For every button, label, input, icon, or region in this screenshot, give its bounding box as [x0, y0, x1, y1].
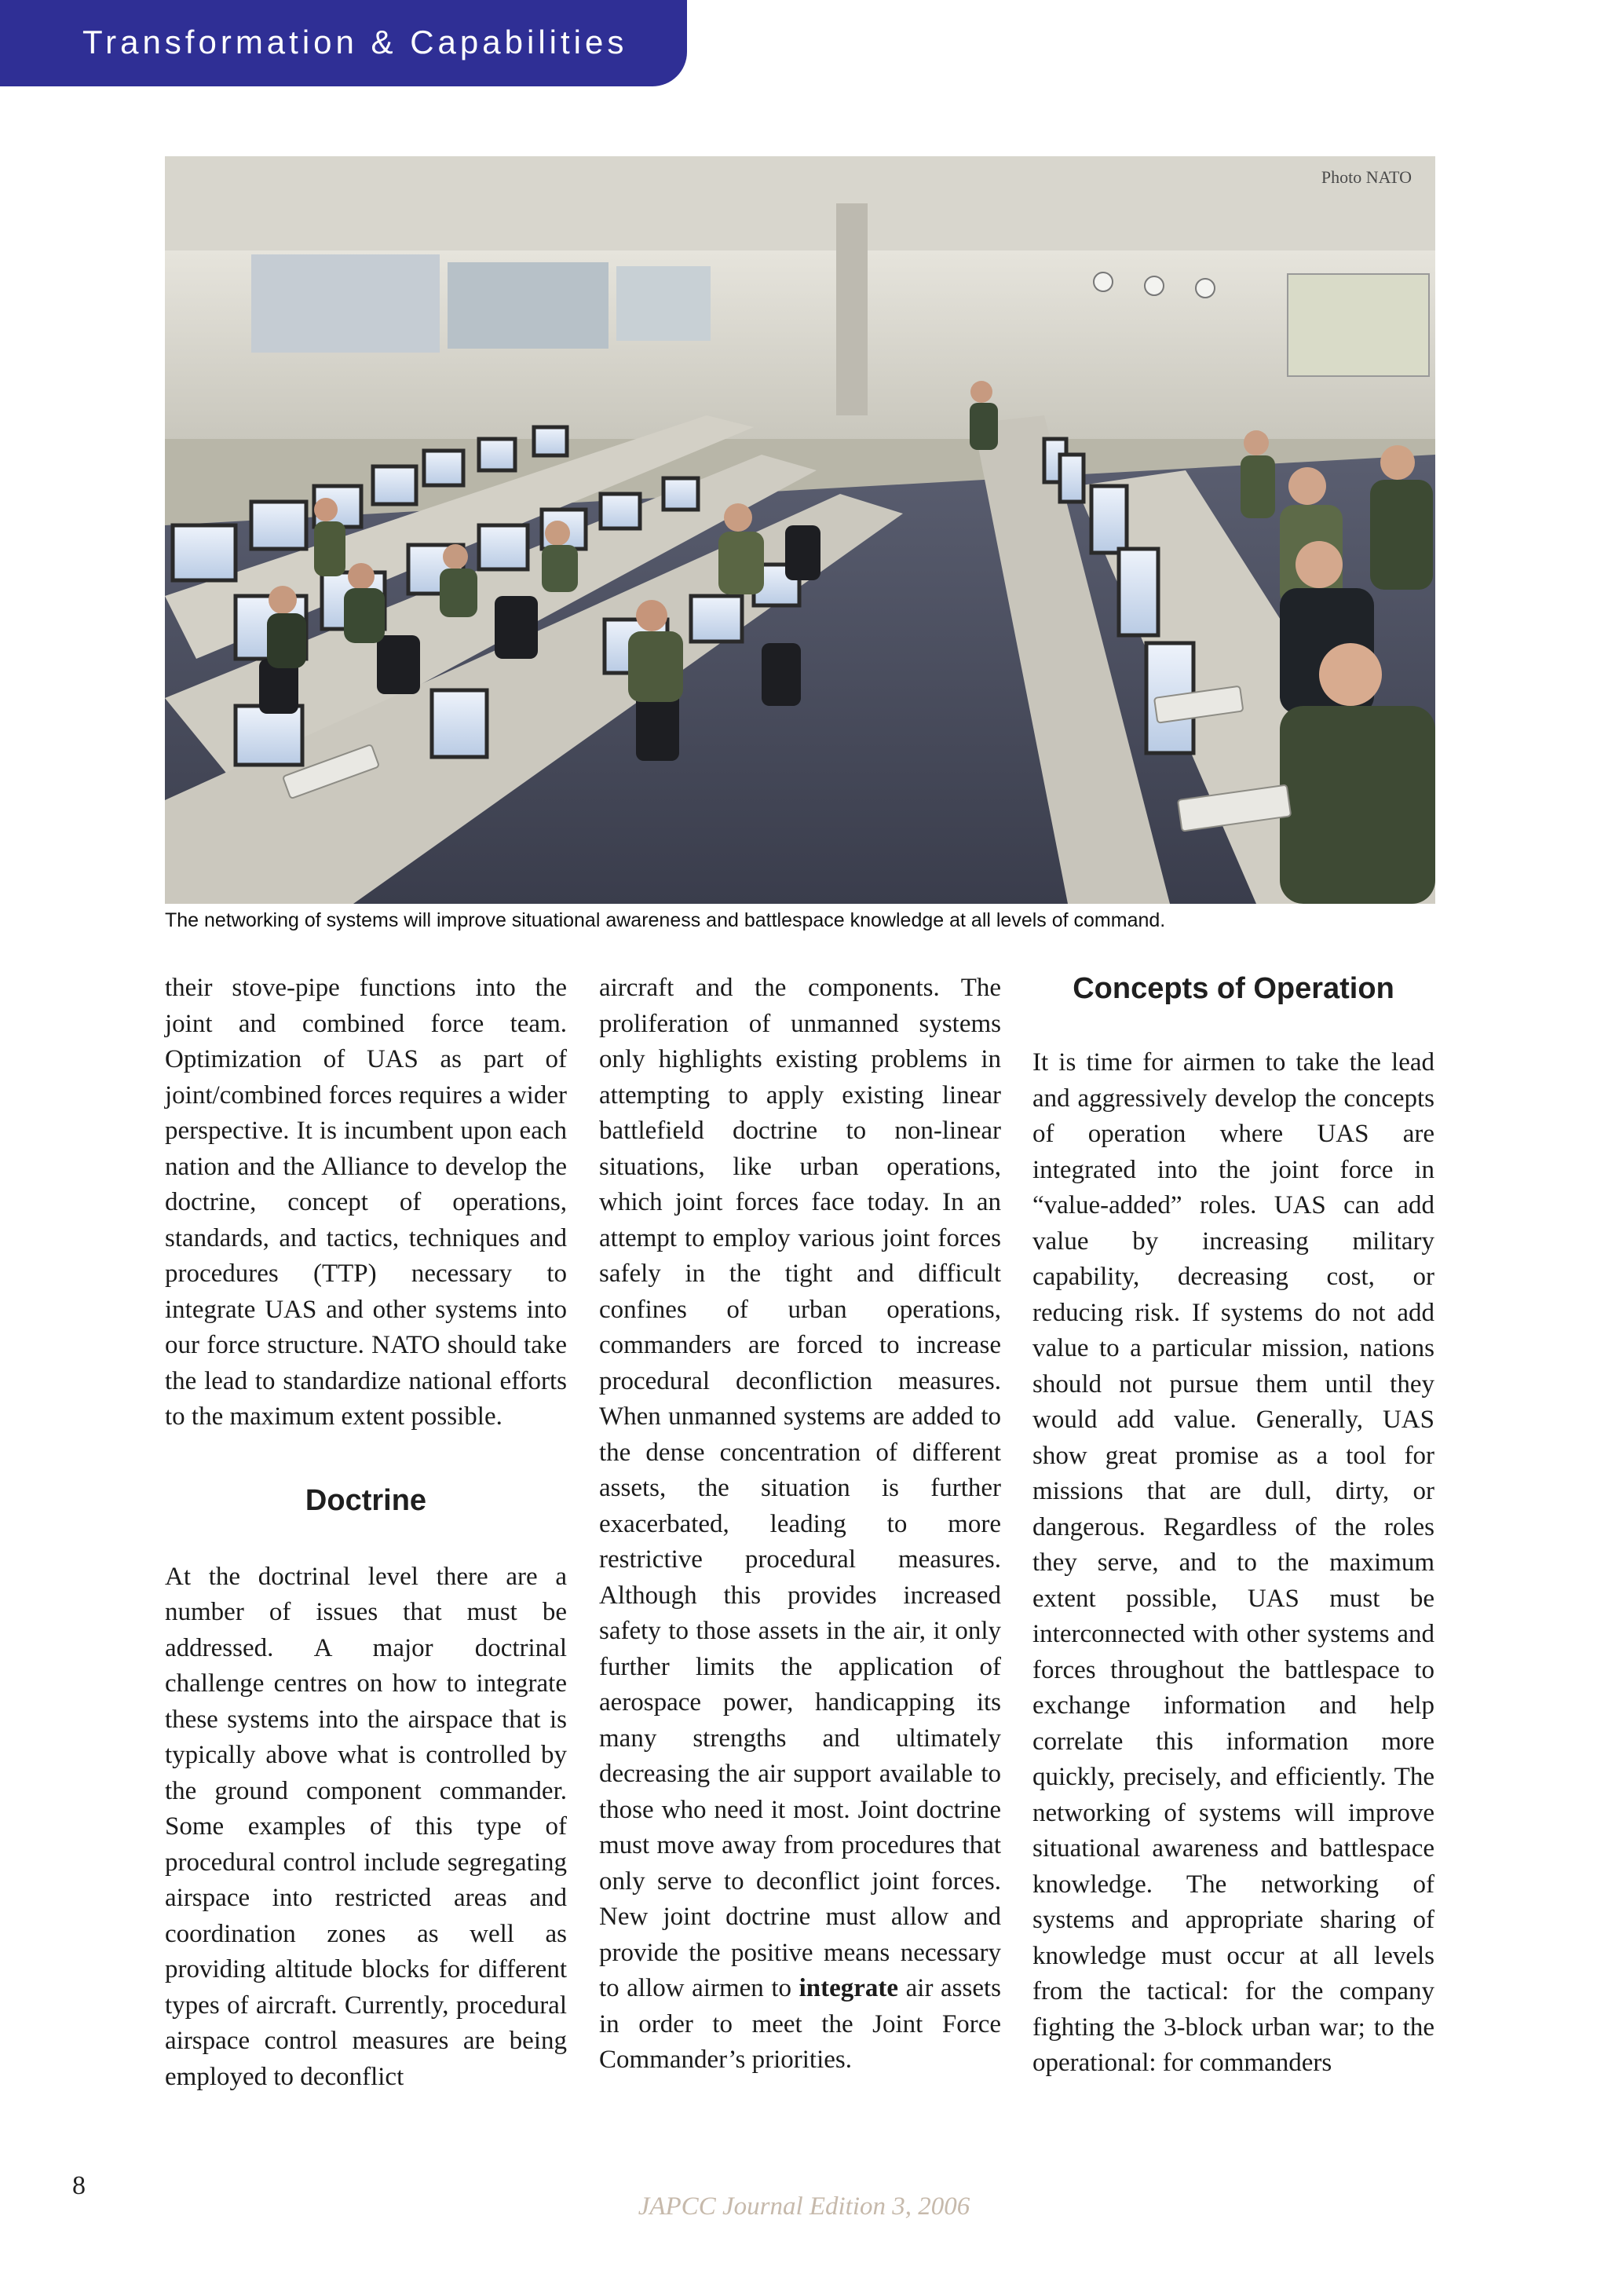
column-1-paragraph-1: their stove-pipe functions into the joint and combined force team. Optimization of UAS as part of joint/combined forces requires a wider perspective. It is incumbent upon each nation and the Alliance to develop the doctrine, concept of operations, standards, and tactics, techniques and procedures (TTP) necessary to integrate UAS and other systems into our force structure. NATO should take the lead to standardize national efforts to the maximum extent possible. — [165, 974, 567, 1431]
column-1-paragraph-2: At the doctrinal level there are a number of issues that must be addressed. A major doctrinal challenge centres on how to integrate these systems into the airspace that is typically above what is controlled by the ground component commander. Some examples of this type of procedural control include segregating airspace into restricted areas and coordination zones as well as providing altitude blocks for different types of aircraft. Currently, procedural airspace control measures are being employed to deconflict — [165, 1562, 567, 2091]
text-column-2 — [599, 971, 1001, 2078]
column-2-paragraph — [599, 971, 1001, 2078]
text-column-1 — [165, 971, 567, 2095]
operations-room-photo — [165, 156, 1435, 904]
page-number: 8 — [72, 2171, 86, 2200]
photo-credit: Photo NATO — [1321, 167, 1412, 187]
doctrine-heading: Doctrine — [305, 1483, 427, 1517]
photo-caption: The networking of systems will improve situational awareness and battlespace knowledge at all levels of command. — [165, 909, 1166, 931]
integrate-emphasis: integrate — [799, 1974, 899, 2002]
concepts-of-operation-heading: Concepts of Operation — [1073, 972, 1394, 1005]
section-title: Transformation & Capabilities — [82, 24, 628, 60]
column-2-text-before: aircraft and the components. The proliferation of unmanned systems only highlights existing problems in attempting to apply existing linear battlefield doctrine to non-linear situations, like urban operations, which joint forces face today. In an attempt to employ various joint forces safely in the tight and difficult confines of urban operations, commanders are forced to increase procedural deconfliction measures. When unmanned systems are added to the dense concentration of different assets, the situation is further exacerbated, leading to more restrictive procedural measures. Although this provides increased safety to those assets in the air, it only further limits the application of aerospace power, handicapping its many strengths and ultimately decreasing the air support available to those who need it most. Joint doctrine must move away from procedures that only serve to deconflict joint forces. New joint doctrine must allow and provide the positive means necessary to allow airmen to — [599, 974, 1001, 2002]
text-column-3 — [1032, 971, 1434, 2082]
column-2-text-after: air assets in order to meet the Joint Force Commander’s priorities. — [599, 1974, 1001, 2074]
section-header-tab — [0, 0, 687, 86]
column-3-paragraph-1: It is time for airmen to take the lead and aggressively develop the concepts of operation where UAS are integrated into the joint force in “value-added” roles. UAS can add value by increasing military capability, decreasing cost, or reducing risk. If systems do not add value to a particular mission, nations should not pursue them until they would add value. Generally, UAS show great promise as a tool for missions that are dull, dirty, or dangerous. Regardless of the roles they serve, and to the maximum extent possible, UAS must be interconnected with other systems and forces throughout the battlespace to exchange information and help correlate this information more quickly, precisely, and efficiently. The networking of systems will improve situational awareness and battlespace knowledge. The networking of systems and appropriate sharing of knowledge must occur at all levels from the tactical: for the company fighting the 3-block urban war; to the operational: for commanders — [1032, 1048, 1434, 2077]
journal-footer: JAPCC Journal Edition 3, 2006 — [638, 2192, 970, 2221]
